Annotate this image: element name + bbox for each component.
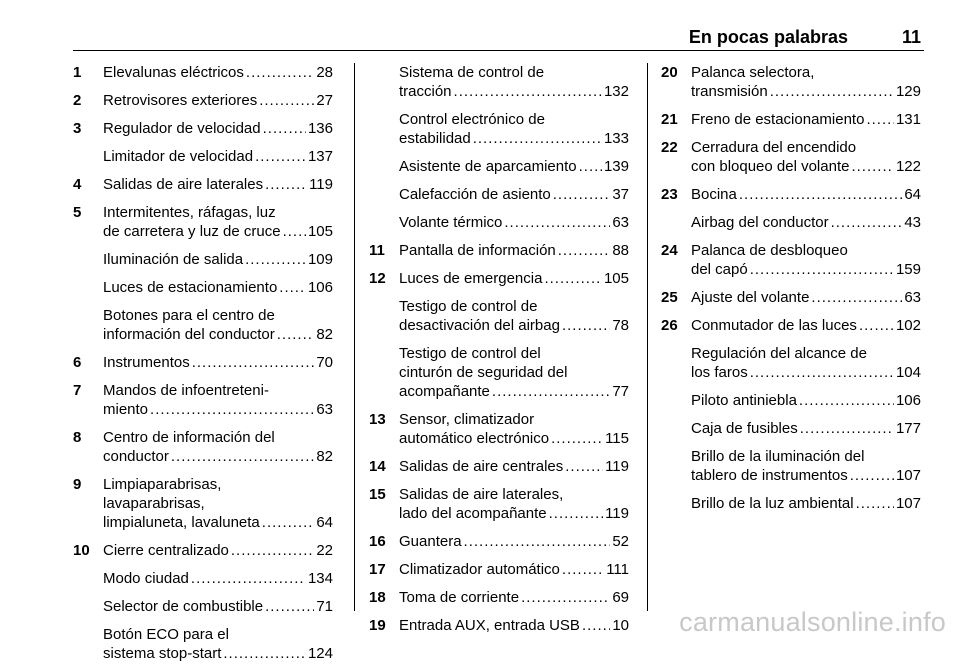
entry-text: Salidas de aire laterales, [399, 486, 564, 503]
entry-text: del capó [691, 261, 748, 278]
index-entry [73, 203, 333, 241]
entry-text: Asistente de aparcamiento [399, 158, 577, 175]
entry-text: Salidas de aire laterales [103, 176, 264, 193]
entry-number: 4 [73, 176, 82, 193]
entry-text: Retrovisores exteriores [103, 92, 258, 109]
entry-number: 26 [661, 317, 678, 334]
entry-text: cinturón de seguridad del [399, 364, 568, 381]
entry-text: Cerradura del encendido [691, 139, 857, 156]
entry-page: 82 [316, 326, 333, 343]
entry-page: 63 [316, 401, 333, 418]
index-entry [73, 353, 333, 372]
entry-page: 134 [307, 570, 333, 587]
entry-number: 14 [369, 458, 386, 475]
entry-text: Brillo de la luz ambiental [691, 495, 854, 512]
index-entry [661, 241, 921, 279]
entry-text: Selector de combustible [103, 598, 264, 615]
index-entry [369, 157, 629, 176]
index-column-2 [369, 63, 629, 644]
index-entry [369, 588, 629, 607]
index-entry [369, 110, 629, 148]
leader-dots [850, 466, 894, 485]
leader-dots [504, 213, 610, 232]
entry-text: de carretera y luz de cruce [103, 223, 281, 240]
index-entry [661, 494, 921, 513]
entry-text: Luces de emergencia [399, 270, 543, 287]
index-entry [369, 185, 629, 204]
leader-dots [245, 250, 306, 269]
leader-dots [265, 175, 307, 194]
entry-text: información del conductor [103, 326, 275, 343]
index-entry [369, 410, 629, 448]
entry-text: Regulación del alcance de [691, 345, 867, 362]
leader-dots [831, 213, 903, 232]
entry-text: Bocina [691, 186, 737, 203]
entry-text: Guantera [399, 533, 462, 550]
entry-page: 77 [612, 383, 629, 400]
entry-page: 105 [603, 270, 629, 287]
entry-text: tracción [399, 83, 452, 100]
entry-text: estabilidad [399, 130, 471, 147]
index-entry [661, 447, 921, 485]
entry-page: 159 [895, 261, 921, 278]
entry-text: Ajuste del volante [691, 289, 810, 306]
entry-number: 15 [369, 486, 386, 503]
index-entry [73, 250, 333, 269]
index-entry [73, 91, 333, 110]
entry-text: Control electrónico de [399, 111, 545, 128]
leader-dots [544, 269, 602, 288]
entry-text: conductor [103, 448, 169, 465]
entry-page: 119 [605, 458, 629, 475]
entry-text: transmisión [691, 83, 768, 100]
entry-page: 37 [612, 186, 629, 203]
entry-number: 20 [661, 64, 678, 81]
entry-text: Regulador de velocidad [103, 120, 261, 137]
index-entry [661, 344, 921, 382]
leader-dots [231, 541, 314, 560]
entry-text: Centro de información del [103, 429, 275, 446]
entry-text: con bloqueo del volante [691, 158, 850, 175]
entry-text: tablero de instrumentos [691, 467, 848, 484]
entry-text: Intermitentes, ráfagas, luz [103, 204, 276, 221]
entry-page: 133 [603, 130, 629, 147]
index-entry [73, 541, 333, 560]
entry-page: 63 [904, 289, 921, 306]
entry-text: los faros [691, 364, 748, 381]
header-rule [73, 50, 924, 51]
entry-number: 5 [73, 204, 82, 221]
index-entry [369, 485, 629, 523]
entry-text: lavaparabrisas, [103, 495, 205, 512]
entry-page: 106 [895, 392, 921, 409]
leader-dots [473, 129, 602, 148]
leader-dots [551, 429, 603, 448]
leader-dots [265, 597, 314, 616]
leader-dots [579, 157, 602, 176]
index-column-1 [73, 63, 333, 672]
leader-dots [454, 82, 602, 101]
index-entry [369, 269, 629, 288]
entry-page: 78 [612, 317, 629, 334]
entry-page: 129 [895, 83, 921, 100]
entry-number: 23 [661, 186, 678, 203]
entry-text: Palanca de desbloqueo [691, 242, 848, 259]
leader-dots [739, 185, 902, 204]
entry-page: 136 [307, 120, 333, 137]
entry-page: 104 [895, 364, 921, 381]
entry-page: 10 [612, 617, 629, 634]
watermark: carmanualsonline.info [679, 607, 946, 637]
index-entry [73, 475, 333, 532]
leader-dots [553, 185, 611, 204]
leader-dots [558, 241, 611, 260]
leader-dots [255, 147, 306, 166]
entry-page: 69 [612, 589, 629, 606]
entry-number: 16 [369, 533, 386, 550]
entry-text: Volante térmico [399, 214, 503, 231]
entry-text: Cierre centralizado [103, 542, 229, 559]
column-divider [354, 63, 355, 611]
leader-dots [750, 363, 894, 382]
entry-text: limpialuneta, lavaluneta [103, 514, 260, 531]
index-entry [369, 457, 629, 476]
index-entry [73, 278, 333, 297]
entry-text: Airbag del conductor [691, 214, 829, 231]
leader-dots [521, 588, 610, 607]
leader-dots [246, 63, 314, 82]
leader-dots [263, 119, 306, 138]
entry-number: 13 [369, 411, 386, 428]
entry-page: 107 [895, 495, 921, 512]
entry-page: 111 [606, 561, 629, 578]
entry-text: Modo ciudad [103, 570, 189, 587]
entry-text: Mandos de infoentreteni- [103, 382, 269, 399]
index-entry [73, 625, 333, 663]
leader-dots [811, 288, 902, 307]
entry-page: 107 [895, 467, 921, 484]
index-entry [661, 213, 921, 232]
leader-dots [492, 382, 610, 401]
entry-text: lado del acompañante [399, 505, 547, 522]
index-entry [369, 297, 629, 335]
entry-number: 7 [73, 382, 82, 399]
entry-page: 28 [316, 64, 333, 81]
index-entry [73, 428, 333, 466]
entry-text: Salidas de aire centrales [399, 458, 564, 475]
entry-page: 22 [316, 542, 333, 559]
index-entry [369, 63, 629, 101]
entry-text: Entrada AUX, entrada USB [399, 617, 580, 634]
entry-text: Conmutador de las luces [691, 317, 857, 334]
entry-text: Instrumentos [103, 354, 190, 371]
index-entry [73, 597, 333, 616]
entry-text: Brillo de la iluminación del [691, 448, 865, 465]
index-entry [73, 175, 333, 194]
entry-page: 109 [307, 251, 333, 268]
entry-number: 1 [73, 64, 82, 81]
entry-text: Climatizador automático [399, 561, 560, 578]
page-header [73, 27, 921, 49]
entry-text: automático electrónico [399, 430, 550, 447]
leader-dots [856, 494, 894, 513]
leader-dots [770, 82, 894, 101]
leader-dots [750, 260, 894, 279]
entry-text: sistema stop-start [103, 645, 222, 662]
entry-text: Botón ECO para el [103, 626, 229, 643]
entry-text: Testigo de control de [399, 298, 538, 315]
leader-dots [565, 457, 603, 476]
entry-text: Caja de fusibles [691, 420, 798, 437]
entry-text: Sensor, climatizador [399, 411, 535, 428]
leader-dots [262, 513, 315, 532]
leader-dots [562, 316, 610, 335]
column-divider [647, 63, 648, 611]
leader-dots [582, 616, 610, 635]
entry-text: Luces de estacionamiento [103, 279, 278, 296]
entry-number: 21 [661, 111, 678, 128]
entry-page: 70 [316, 354, 333, 371]
index-entry [661, 110, 921, 129]
entry-text: acompañante [399, 383, 490, 400]
entry-text: Iluminación de salida [103, 251, 244, 268]
leader-dots [279, 278, 306, 297]
entry-text: Elevalunas eléctricos [103, 64, 244, 81]
entry-page: 132 [603, 83, 629, 100]
index-column-3 [661, 63, 921, 522]
entry-text: Calefacción de asiento [399, 186, 551, 203]
entry-page: 82 [316, 448, 333, 465]
index-entry [661, 316, 921, 335]
page-number: 11 [901, 27, 921, 47]
entry-page: 119 [309, 176, 333, 193]
entry-number: 8 [73, 429, 82, 446]
index-entry [369, 344, 629, 401]
entry-number: 22 [661, 139, 678, 156]
entry-text: Testigo de control del [399, 345, 541, 362]
entry-page: 106 [307, 279, 333, 296]
entry-number: 11 [369, 242, 385, 259]
entry-number: 18 [369, 589, 386, 606]
index-entry [73, 381, 333, 419]
leader-dots [799, 391, 894, 410]
index-entry [369, 616, 629, 635]
index-entry [73, 569, 333, 588]
entry-text: Limitador de velocidad [103, 148, 254, 165]
index-entry [369, 213, 629, 232]
index-entry [661, 138, 921, 176]
entry-page: 177 [895, 420, 921, 437]
entry-text: Toma de corriente [399, 589, 520, 606]
leader-dots [191, 569, 306, 588]
entry-number: 12 [369, 270, 386, 287]
entry-number: 17 [369, 561, 386, 578]
entry-number: 25 [661, 289, 678, 306]
leader-dots [800, 419, 894, 438]
leader-dots [464, 532, 611, 551]
leader-dots [851, 157, 894, 176]
entry-number: 19 [369, 617, 386, 634]
entry-page: 52 [612, 533, 629, 550]
entry-page: 88 [612, 242, 629, 259]
entry-page: 102 [895, 317, 921, 334]
entry-page: 71 [316, 598, 333, 615]
entry-page: 131 [895, 111, 921, 128]
entry-text: Freno de estacionamiento [691, 111, 865, 128]
index-entry [661, 419, 921, 438]
entry-number: 9 [73, 476, 82, 493]
index-entry [73, 147, 333, 166]
entry-page: 139 [603, 158, 629, 175]
index-entry [661, 185, 921, 204]
entry-text: Sistema de control de [399, 64, 545, 81]
index-entry [73, 63, 333, 82]
entry-text: Pantalla de información [399, 242, 556, 259]
entry-number: 24 [661, 242, 678, 259]
index-entry [369, 241, 629, 260]
entry-number: 3 [73, 120, 82, 137]
entry-number: 6 [73, 354, 82, 371]
leader-dots [562, 560, 604, 579]
entry-page: 63 [612, 214, 629, 231]
page-title: En pocas palabras [688, 27, 848, 47]
leader-dots [283, 222, 306, 241]
leader-dots [259, 91, 314, 110]
entry-text: Limpiaparabrisas, [103, 476, 222, 493]
index-entry [73, 306, 333, 344]
entry-text: Palanca selectora, [691, 64, 815, 81]
leader-dots [223, 644, 306, 663]
entry-page: 105 [307, 223, 333, 240]
entry-page: 124 [307, 645, 333, 662]
index-entry [661, 63, 921, 101]
leader-dots [192, 353, 315, 372]
leader-dots [866, 110, 894, 129]
index-entry [661, 391, 921, 410]
entry-number: 10 [73, 542, 90, 559]
index-entry [369, 532, 629, 551]
index-entry [369, 560, 629, 579]
entry-page: 119 [605, 505, 629, 522]
leader-dots [549, 504, 603, 523]
entry-number: 2 [73, 92, 82, 109]
entry-text: Piloto antiniebla [691, 392, 797, 409]
entry-page: 137 [307, 148, 333, 165]
leader-dots [859, 316, 894, 335]
index-entry [661, 288, 921, 307]
entry-text: Botones para el centro de [103, 307, 275, 324]
entry-text: desactivación del airbag [399, 317, 560, 334]
entry-page: 115 [605, 430, 629, 447]
leader-dots [171, 447, 314, 466]
index-entry [73, 119, 333, 138]
leader-dots [150, 400, 314, 419]
entry-text: miento [103, 401, 149, 418]
entry-page: 64 [904, 186, 921, 203]
entry-page: 122 [895, 158, 921, 175]
entry-page: 64 [316, 514, 333, 531]
entry-page: 43 [904, 214, 921, 231]
leader-dots [277, 325, 315, 344]
entry-page: 27 [316, 92, 333, 109]
